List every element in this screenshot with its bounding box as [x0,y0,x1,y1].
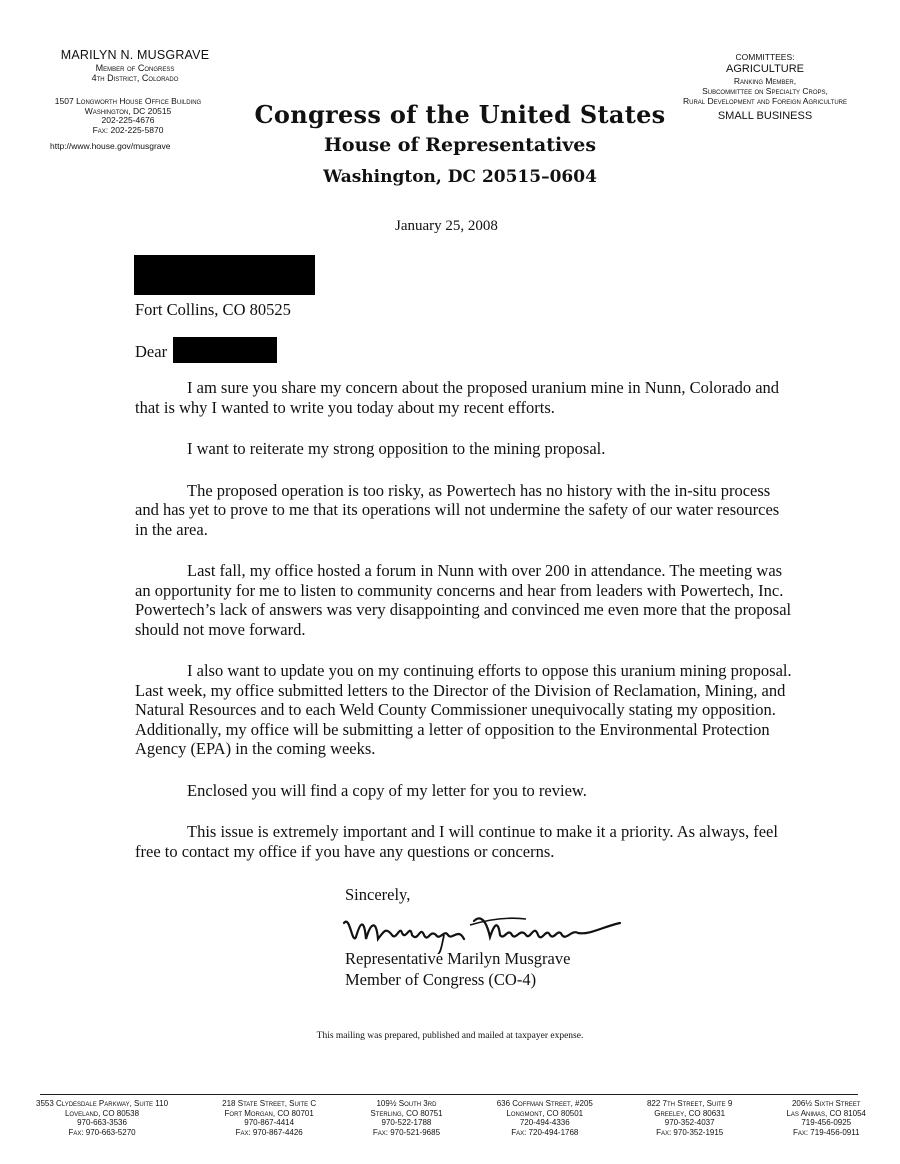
office-city: Washington, DC 20515 [84,105,172,116]
office-building: 1507 Longworth House Office Building [54,96,202,106]
paragraph: I want to reiterate my strong opposition to the mining proposal. [187,439,606,458]
office-city: Las Animas, CO 81054 [786,1108,866,1118]
office-city: Longmont, CO 80501 [506,1108,584,1118]
salutation: Dear [135,342,168,361]
signer-title: Member of Congress (CO-4) [345,970,537,989]
member-name: MARILYN N. MUSGRAVE [60,48,210,62]
committees-heading: COMMITTEES: [735,52,795,62]
letter-body [135,378,795,883]
handwritten-signature [340,905,640,955]
office-city: Loveland, CO 80538 [64,1108,140,1118]
committees-block [650,52,880,123]
paragraph: Last fall, my office hosted a forum in Nunn with over 200 in attendance. The meeting was an opportunity for me to listen to community concerns and hear from leaders with Powertech, Inc. Powertech’s lack of answers was very disappointing and convinced me even more that the proposal should not move forward. [135,561,792,639]
closing: Sincerely, [345,885,411,904]
office-fax: Fax: 720-494-1768 [511,1127,579,1137]
member-office-address [48,97,208,135]
district-offices [36,1099,866,1137]
subcommittee-rural-development: Rural Development and Foreign Agriculture [682,96,848,106]
office-fax: Fax: 719-456-0911 [792,1127,860,1137]
office-las-animas [786,1099,866,1137]
redaction-salutation-name [173,337,277,363]
office-fax: Fax: 970-867-4426 [235,1127,303,1137]
house-title: House of Representatives [323,134,597,156]
office-sterling [370,1099,442,1137]
office-street: 3553 Clydesdale Parkway, Suite 110 [36,1099,169,1108]
office-street: 109½ South 3rd [376,1099,437,1108]
office-fax: Fax: 970-663-5270 [68,1127,136,1137]
paragraph: The proposed operation is too risky, as Powertech has no history with the in-situ process and has yet to prove to me that its operations will not undermine the safety of our water resources in the area. [135,480,780,539]
office-phone: 970-522-1788 [381,1118,432,1127]
paragraph: Enclosed you will find a copy of my letter for you to review. [187,780,587,800]
letterhead-address: Washington, DC 20515–0604 [323,167,597,187]
member-website-link[interactable]: http://www.house.gov/musgrave [50,141,171,151]
congress-title: Congress of the United States [254,100,666,129]
office-city: Greeley, CO 80631 [654,1108,726,1118]
office-fax: Fax: 970-352-1915 [656,1127,724,1137]
office-phone: 720-494-4336 [519,1118,570,1127]
office-greeley [647,1099,732,1137]
office-street: 218 State Street, Suite C [222,1099,317,1108]
office-fax: Fax: 970-521-9685 [372,1127,441,1137]
ranking-member: Ranking Member, [733,76,797,86]
office-loveland [36,1099,168,1137]
office-phone: 970-867-4414 [244,1118,295,1127]
office-phone: 970-663-3536 [77,1118,127,1127]
recipient-city: Fort Collins, CO 80525 [135,300,291,319]
member-block [30,48,240,83]
paragraph: I am sure you share my concern about the proposed uranium mine in Nunn, Colorado and that is why I wanted to write you today about my recent efforts. [135,378,780,417]
signer-name: Representative Marilyn Musgrave [345,949,571,968]
member-title: Member of Congress [95,63,175,73]
office-phone: 719-456-0925 [801,1118,852,1127]
office-street: 636 Coffman Street, #205 [496,1099,593,1108]
taxpayer-expense-note: This mailing was prepared, published and mailed at taxpayer expense. [316,1031,584,1041]
office-city: Fort Morgan, CO 80701 [224,1108,314,1118]
committee-small-business: SMALL BUSINESS [717,110,813,122]
office-fax: Fax: 202-225-5870 [92,124,164,135]
office-phone: 202-225-4676 [101,115,155,125]
letter-date: January 25, 2008 [395,218,498,234]
footer-divider [40,1094,858,1095]
office-street: 206½ Sixth Street [791,1099,861,1108]
committee-agriculture: AGRICULTURE [725,63,805,75]
office-street: 822 7th Street, Suite 9 [646,1099,733,1108]
office-phone: 970-352-4037 [664,1118,715,1127]
subcommittee-specialty-crops: Subcommittee on Specialty Crops, [702,86,828,96]
office-fort-morgan [222,1099,316,1137]
paragraph: This issue is extremely important and I will continue to make it a priority. As always, feel free to contact my office if you have any questions or concerns. [135,822,778,861]
paragraph: I also want to update you on my continuing efforts to oppose this uranium mining proposal. Last week, my office submitted letters to the Director of the Division of Reclamation, Mining, and Natural Resources and to each Weld County Commissioner unequivocally stating my opposition. Additionally, my office will be submitting a letter of opposition to the Environmental Protection Agency (EPA) in the coming weeks. [135,661,792,758]
office-longmont [497,1099,593,1137]
office-city: Sterling, CO 80751 [370,1108,443,1118]
member-district: 4th District, Colorado [91,73,179,83]
redaction-recipient-name [134,255,315,295]
